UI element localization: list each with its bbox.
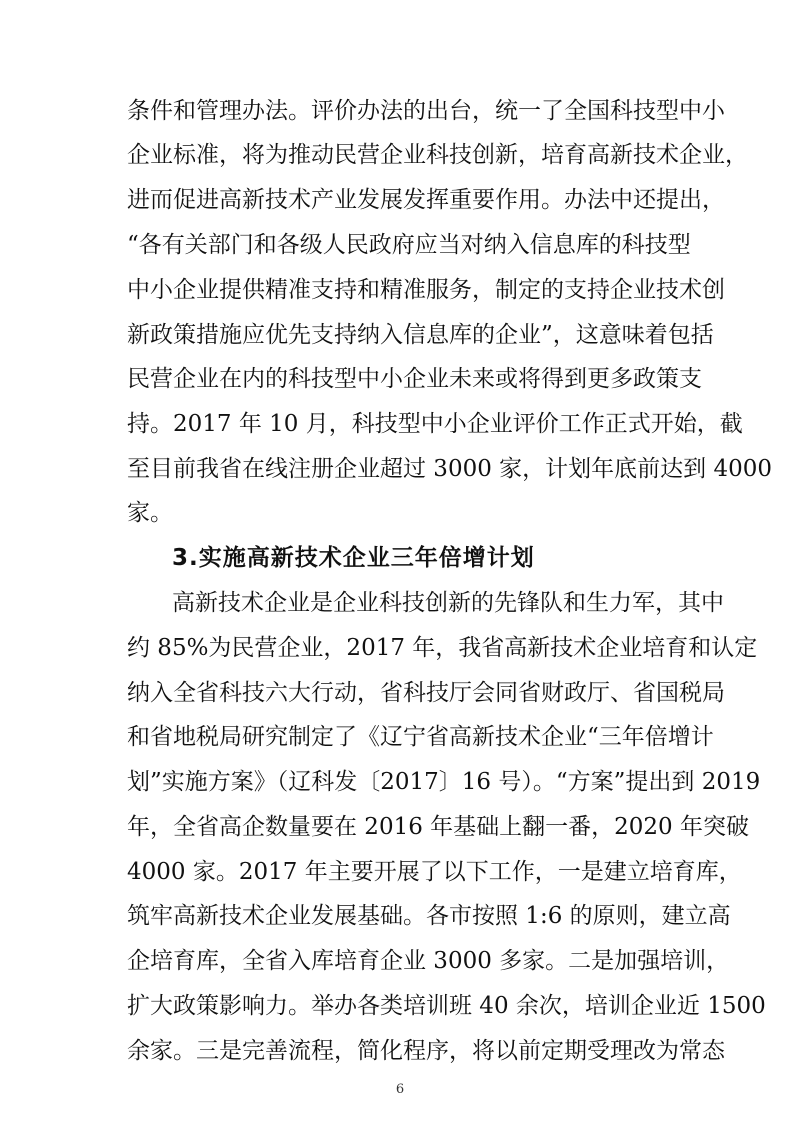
paragraph-line: 条件和管理办法。评价办法的出台，统一了全国科技型中小 xyxy=(127,98,725,124)
section-heading: 3.实施高新技术企业三年倍增计划 xyxy=(172,545,535,571)
paragraph-line: 中小企业提供精准支持和精准服务，制定的支持企业技术创 xyxy=(127,277,725,303)
page-number: 6 xyxy=(395,1082,405,1097)
paragraph-line: 余家。三是完善流程，简化程序，将以前定期受理改为常态 xyxy=(127,1038,725,1064)
paragraph-line: 约 85%为民营企业，2017 年，我省高新技术企业培育和认定 xyxy=(127,635,758,661)
paragraph-line: 持。2017 年 10 月，科技型中小企业评价工作正式开始，截 xyxy=(127,411,743,437)
paragraph-line: 新政策措施应优先支持纳入信息库的企业”，这意味着包括 xyxy=(127,322,714,348)
paragraph-line: 筑牢高新技术企业发展基础。各市按照 1:6 的原则，建立高 xyxy=(127,903,731,929)
paragraph-line: 划”实施方案》（辽科发〔2017〕16 号）。“方案”提出到 2019 xyxy=(127,769,761,795)
paragraph-line: 高新技术企业是企业科技创新的先锋队和生力军，其中 xyxy=(172,590,724,616)
paragraph-line: 企培育库，全省入库培育企业 3000 多家。二是加强培训， xyxy=(127,948,730,974)
paragraph-line: 至目前我省在线注册企业超过 3000 家，计划年底前达到 4000 xyxy=(127,456,772,482)
paragraph-line: 年，全省高企数量要在 2016 年基础上翻一番，2020 年突破 xyxy=(127,814,749,840)
paragraph-line: 和省地税局研究制定了《辽宁省高新技术企业“三年倍增计 xyxy=(127,724,714,750)
paragraph-line: 企业标准，将为推动民营企业科技创新，培育高新技术企业， xyxy=(127,142,748,168)
paragraph-line: “各有关部门和各级人民政府应当对纳入信息库的科技型 xyxy=(127,232,691,258)
paragraph-line: 扩大政策影响力。举办各类培训班 40 余次，培训企业近 1500 xyxy=(127,993,766,1019)
paragraph-line: 4000 家。2017 年主要开展了以下工作，一是建立培育库， xyxy=(127,859,742,885)
paragraph-line: 纳入全省科技六大行动，省科技厅会同省财政厅、省国税局 xyxy=(127,680,725,706)
paragraph-line: 进而促进高新技术产业发展发挥重要作用。办法中还提出， xyxy=(127,187,725,213)
paragraph-line: 家。 xyxy=(127,500,173,526)
paragraph-line: 民营企业在内的科技型中小企业未来或将得到更多政策支 xyxy=(127,366,702,392)
